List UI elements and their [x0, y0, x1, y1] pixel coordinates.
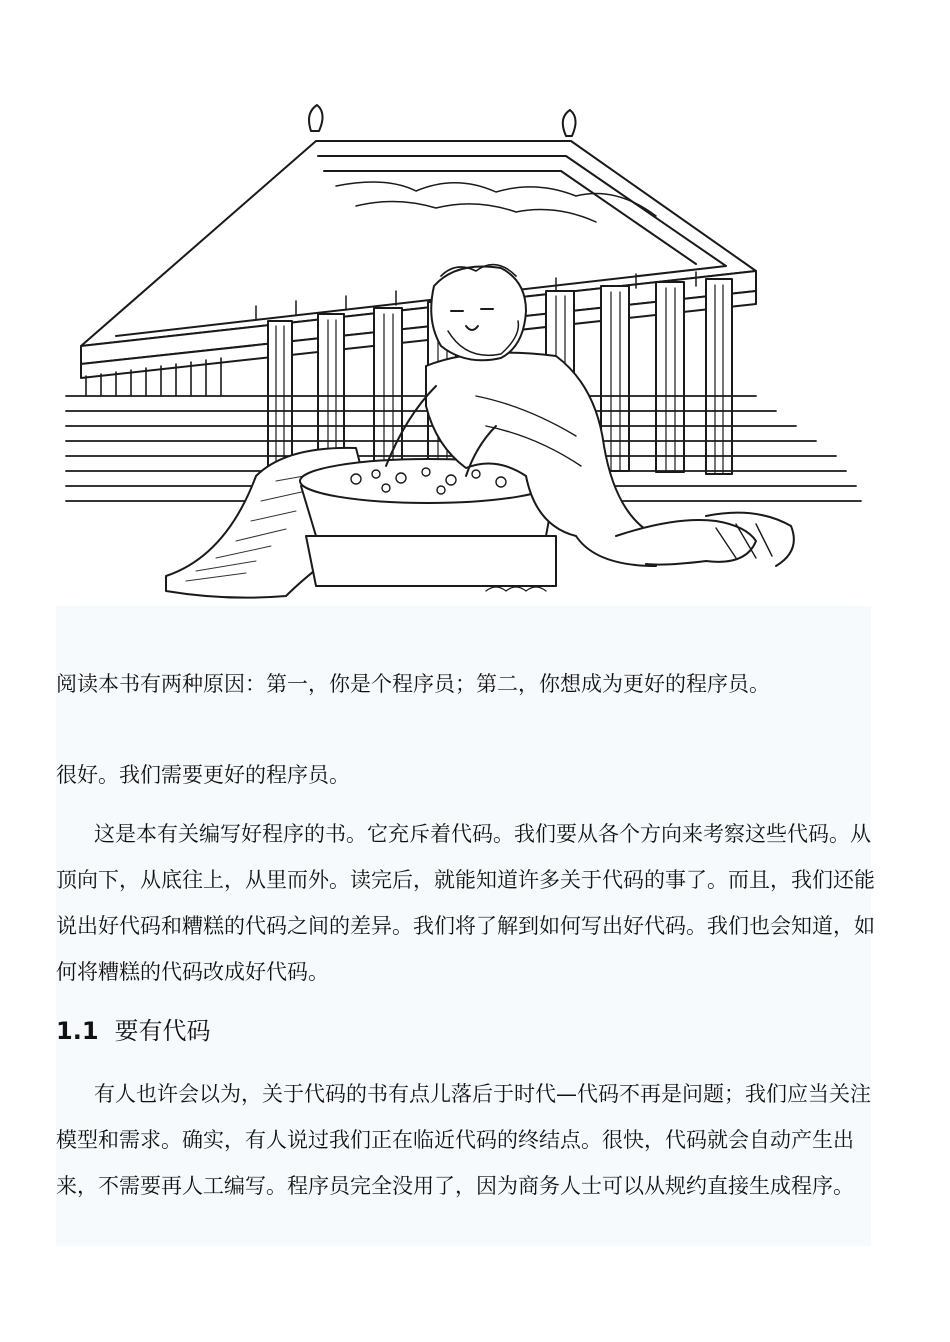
intro-line-2: 很好。我们需要更好的程序员。	[56, 763, 350, 787]
temple-philosopher-illustration	[56, 96, 871, 606]
page-content	[56, 96, 875, 1246]
section-heading	[56, 1011, 211, 1051]
section-title: 要有代码	[114, 1017, 211, 1045]
intro-paragraph: 这是本有关编写好程序的书。它充斥着代码。我们要从各个方向来考察这些代码。从顶向下，从底往上，从里而外。读完后，就能知道许多关于代码的事了。而且，我们还能说出好代码和糟糕的代码之间的差异。我们将了解到如何写出好代码。我们也会知道，如何将糟糕的代码改成好代码。	[56, 822, 875, 984]
section-paragraph: 有人也许会以为，关于代码的书有点儿落后于时代—代码不再是问题；我们应当关注模型和需求。确实，有人说过我们正在临近代码的终结点。很快，代码就会自动产生出来，不需要再人工编写。程序员完全没用了，因为商务人士可以从规约直接生成程序。	[56, 1082, 871, 1198]
section-number: 1.1	[56, 1017, 99, 1045]
intro-line-1: 阅读本书有两种原因：第一，你是个程序员；第二，你想成为更好的程序员。	[56, 672, 770, 696]
